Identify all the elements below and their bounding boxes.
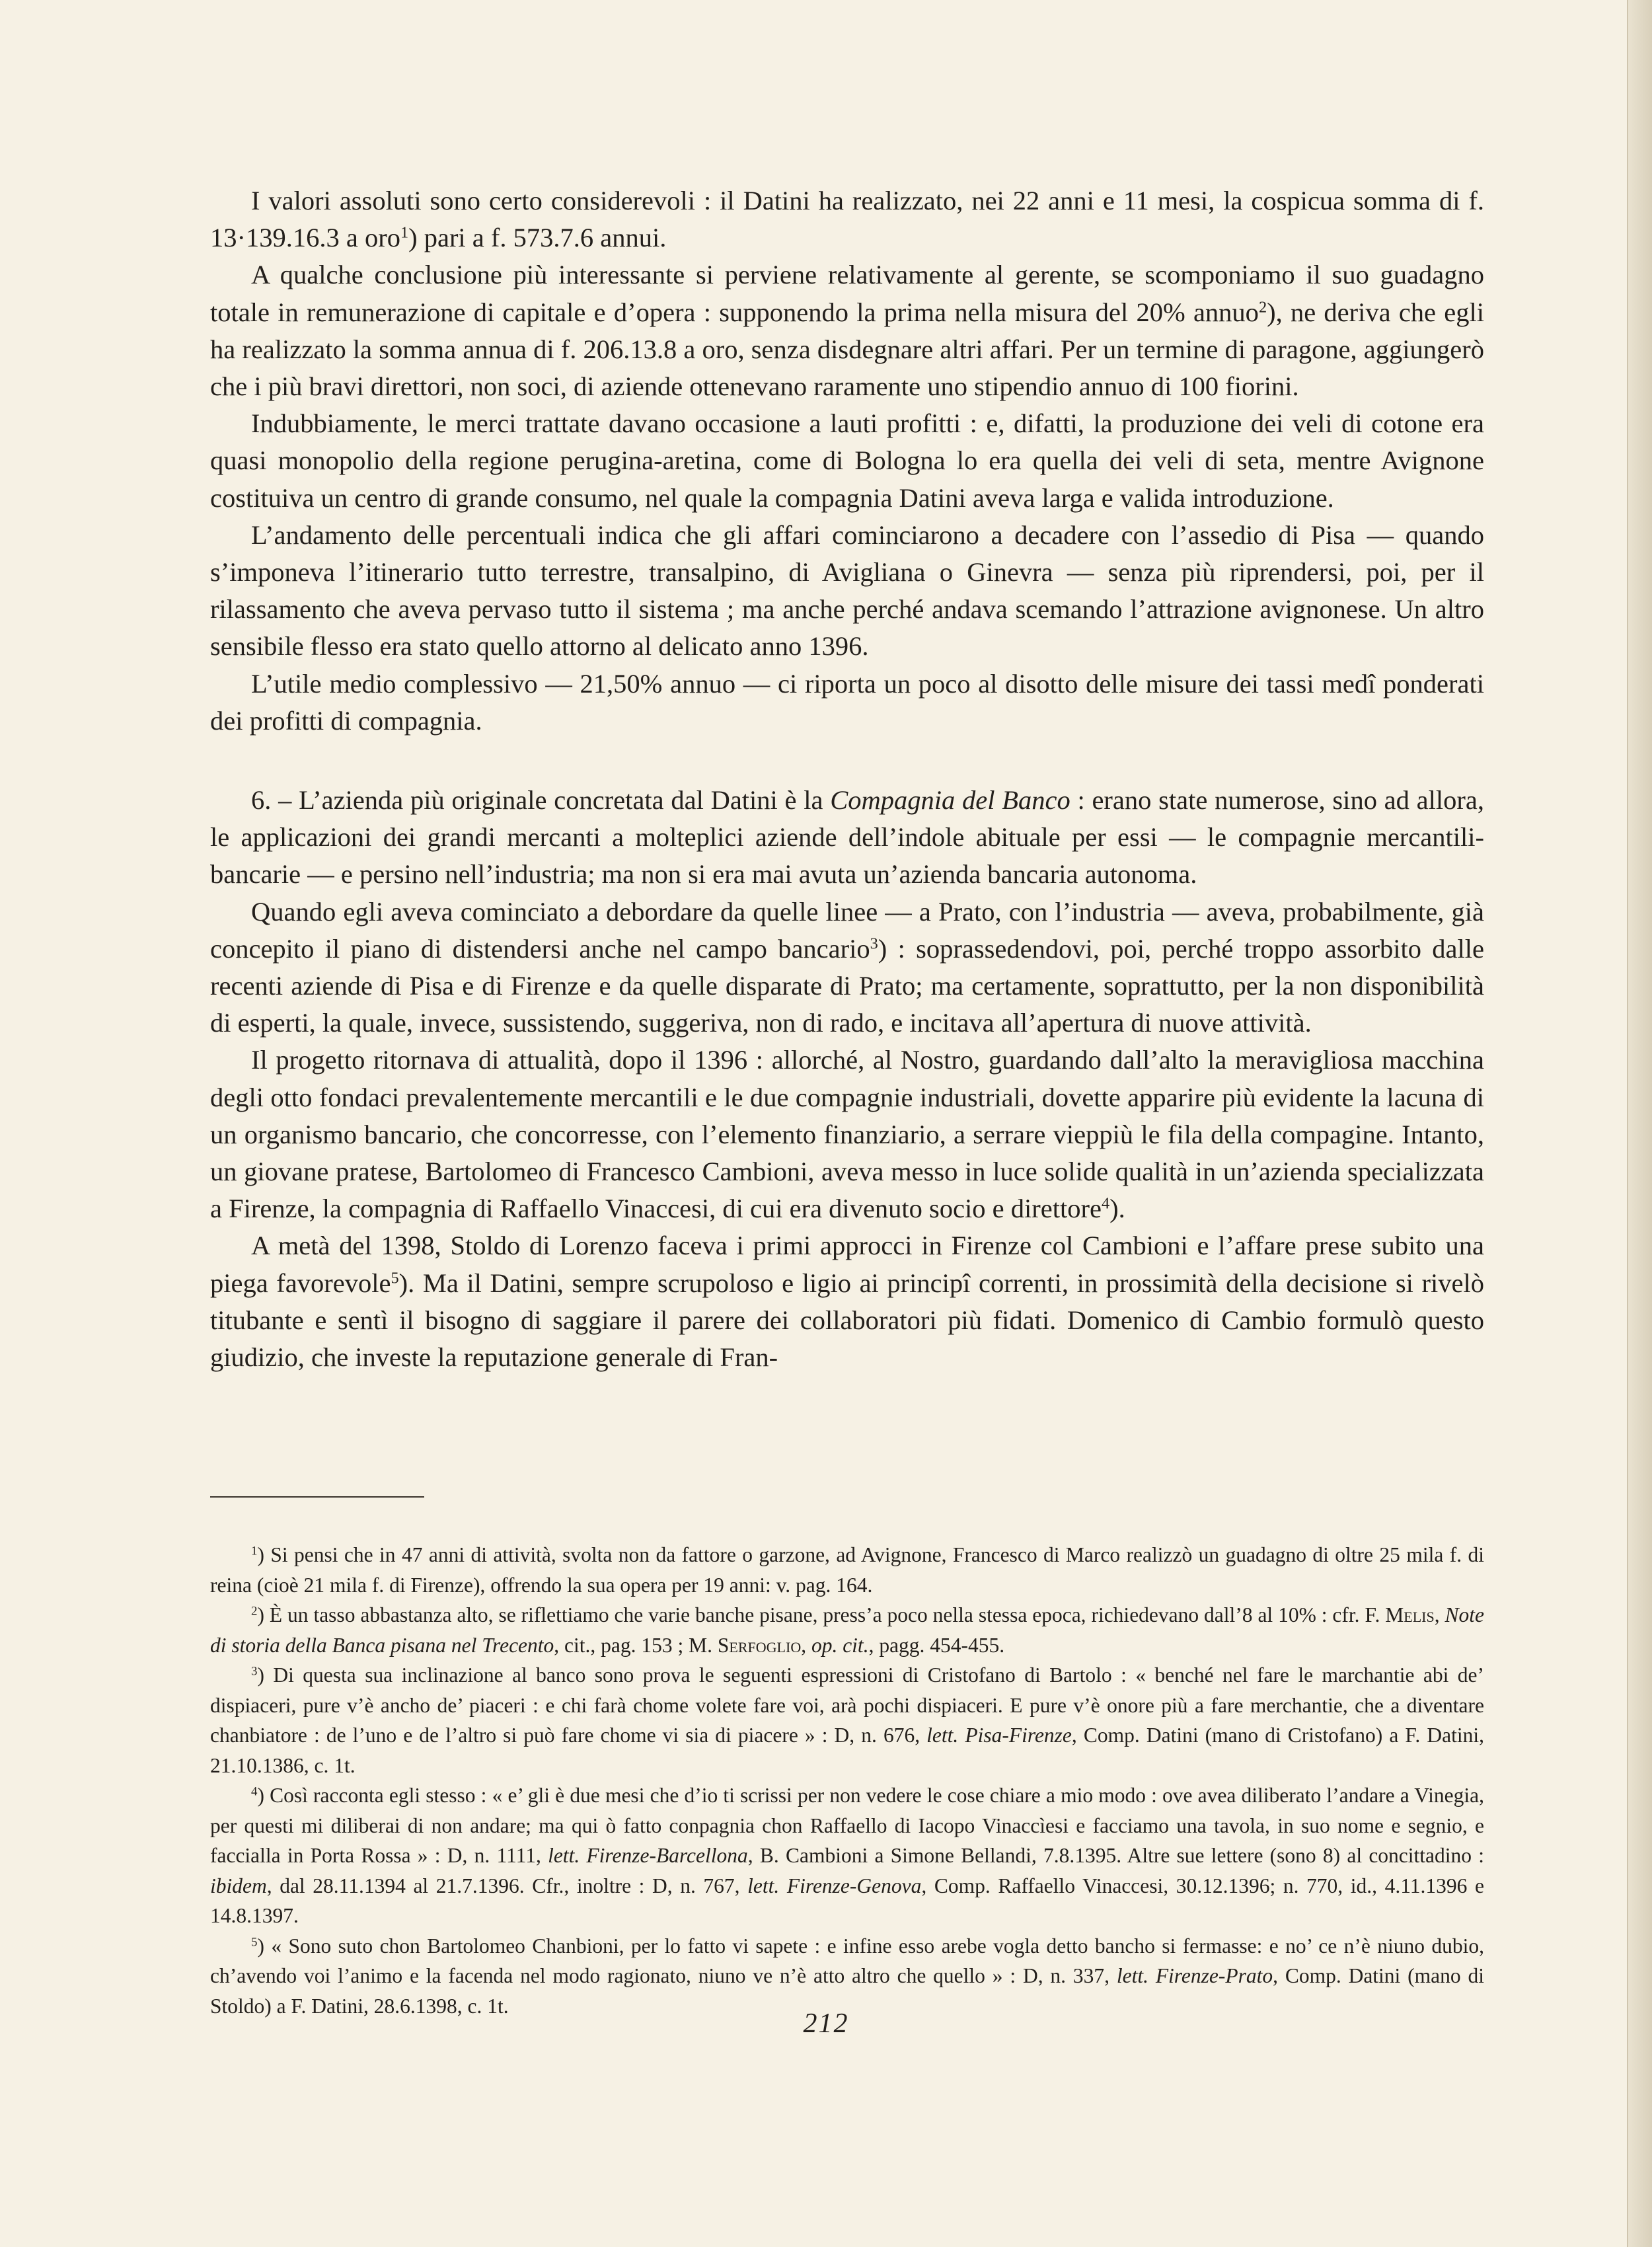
section-6-paragraph: 6. – L’azienda più originale concretata dal Datini è la Compagnia del Banco : erano state numerose, sino ad allora, le applicazioni dei grandi mercanti a molteplici aziende dell’indole abituale per essi — le compagnie mercantili-bancarie — e persino nell’industria; ma non si era mai avuta un’azienda bancaria autonoma.: [210, 785, 1484, 890]
footnote-ref-4[interactable]: 4: [1101, 1194, 1110, 1213]
footnote-ref-5[interactable]: 5: [391, 1269, 399, 1287]
footnote-5: $^5$) « Sono suto chon Bartolomeo Chanbioni, per lo fatto vi sapete : e infine esso arebe vogla detto bancho si fermasse: e no’ ce n’è niuno dubio, ch’avendo voi l’animo e la facenda nel modo ragionato, niuno ve n’è atto altro che quello » : D, n. 337, lett. Firenze-Prato, Comp. Datini (mano di Stoldo) a F. Datini, 28.6.1398, c. 1t.: [210, 1934, 1484, 2018]
footnote-separator: [210, 1496, 424, 1498]
paragraph-3: Indubbiamente, le merci trattate davano occasione a lauti profitti : e, difatti, la produzione dei veli di cotone era quasi monopolio della regione perugina-aretina, come di Bologna lo era quella dei veli di seta, mentre Avignone costituiva un centro di grande consumo, nel quale la compagnia Datini aveva larga e valida introduzione.: [210, 408, 1484, 513]
paragraph-1: I valori assoluti sono certo considerevoli : il Datini ha realizzato, nei 22 anni e 11 mesi, la cospicua somma di f. 13·139.16.3 a oro$^1$) pari a f. 573.7.6 annui.: [210, 186, 1484, 253]
footnote-2: $^2$) È un tasso abbastanza alto, se riflettiamo che varie banche pisane, press’a poco nella stessa epoca, richiedevano dall’8 al 10% : cfr. F. Melis, Note di storia della Banca pisana nel Trecento, cit., pag. 153 ; M. Serfoglio, op. cit., pagg. 454-455.: [210, 1603, 1484, 1657]
footnote-ref-1[interactable]: 1: [400, 223, 409, 242]
footnote-1: $^1$) Si pensi che in 47 anni di attività, svolta non da fattore o garzone, ad Avignone, Francesco di Marco realizzò un guadagno di oltre 25 mila f. di reina (cioè 21 mila f. di Firenze), offrendo la sua opera per 19 anni: v. pag. 164.: [210, 1543, 1484, 1597]
footnote-4: $^4$) Così racconta egli stesso : « e’ gli è due mesi che d’io ti scrissi per non vedere le cose chiare a mio modo : ove avea diliberato l’andare a Vinegia, per questi mi diliberai di non andare; ma qui ò fatto conpagnia chon Raffaello di Iacopo Vinaccìesi e facciamo una tavola, in suo nome e segnio, e facciallа in Porta Rossa » : D, n. 1111, lett. Firenze-Barcellona, B. Cambioni a Simone Bellandi, 7.8.1395. Altre sue lettere (sono 8) al concittadino : ibidem, dal 28.11.1394 al 21.7.1396. Cfr., inoltre : D, n. 767, lett. Firenze-Genova, Comp. Raffaello Vinaccesi, 30.12.1396; n. 770, id., 4.11.1396 e 14.8.1397.: [210, 1784, 1485, 1927]
footnote-ref-2[interactable]: 2: [1258, 298, 1267, 317]
page-number: 212: [803, 2008, 849, 2039]
page-edge: [1627, 0, 1652, 2247]
main-text: [210, 182, 1484, 1376]
paragraph-4: L’andamento delle percentuali indica che gli affari cominciarono a decadere con l’assedio di Pisa — quando s’imponeva l’itinerario tutto terrestre, transalpino, di Avigliana o Ginevra — senza più riprendersi, poi, per il rilassamento che aveva pervaso tutto il sistema ; ma anche perché andava scemando l’attrazione avignonese. Un altro sensibile flesso era stato quello attorno al delicato anno 1396.: [210, 519, 1484, 662]
compagnia-del-banco-title: Compagnia del Banco: [830, 785, 1070, 816]
paragraph-2: A qualche conclusione più interessante si perviene relativamente al gerente, se scomponiamo il suo guadagno totale in remunerazione di capitale e d’opera : supponendo la prima nella misura del 20% annuo$^2$), ne deriva che egli ha realizzato la somma annua di f. 206.13.8 a oro, senza disdegnare altri affari. Per un termine di paragone, aggiungerò che i più bravi direttori, non soci, di aziende ottenevano raramente uno stipendio annuo di 100 fiorini.: [210, 260, 1484, 402]
paragraph-9: A metà del 1398, Stoldo di Lorenzo faceva i primi approcci in Firenze col Cambioni e l’affare prese subito una piega favorevole$^5$). Ma il Datini, sempre scrupoloso e ligio ai principî correnti, in prossimità della decisione si rivelò titubante e sentì il bisogno di saggiare il parere dei collaboratori più fidati. Domenico di Cambio formulò questo giudizio, che investe la reputazione generale di Fran-: [210, 1231, 1484, 1373]
footnote-ref-3[interactable]: 3: [870, 934, 878, 953]
footnotes: [210, 1540, 1484, 2021]
paragraph-8: Il progetto ritornava di attualità, dopo il 1396 : allorché, al Nostro, guardando dall’alto la meravigliosa macchina degli otto fondaci prevalentemente mercantili e le due compagnie industriali, dovette apparire più evidente la lacuna di un organismo bancario, che concorresse, con l’elemento finanziario, a serrare vieppiù le fila della compagine. Intanto, un giovane pratese, Bartolomeo di Francesco Cambioni, aveva messo in luce solide qualità in un’azienda specializzata a Firenze, la compagnia di Raffaello Vinaccesi, di cui era divenuto socio e direttore$^4$).: [210, 1045, 1484, 1224]
paragraph-7: Quando egli aveva cominciato a debordare da quelle linee — a Prato, con l’industria — aveva, probabilmente, già concepito il piano di distendersi anche nel campo bancario$^3$) : soprassedendovi, poi, perché troppo assorbito dalle recenti aziende di Pisa e di Firenze e da quelle disparate di Prato; ma certamente, soprattutto, per la non disponibilità di esperti, la quale, invece, sussistendo, suggeriva, non di rado, e incitava all’apertura di nuove attività.: [210, 896, 1484, 1038]
paragraph-5: L’utile medio complessivo — 21,50% annuo — ci riporta un poco al disotto delle misure dei tassi medî ponderati dei profitti di compagnia.: [210, 668, 1484, 736]
footnote-3: $^3$) Di questa sua inclinazione al banco sono prova le seguenti espressioni di Cristofano di Bartolo : « benché nel fare le marchantie abi de’ dispiaceri, pure v’è ancho de’ piaceri : e chi farà chome volete fare voi, arà pochi dispiaceri. E pure v’è onore più a fare merchantie, che a diventare chanbiatore : de l’uno e de l’altro si può fare chome vi sia di piacere » : D, n. 676, lett. Pisa-Firenze, Comp. Datini (mano di Cristofano) a F. Datini, 21.10.1386, c. 1t.: [210, 1663, 1484, 1777]
